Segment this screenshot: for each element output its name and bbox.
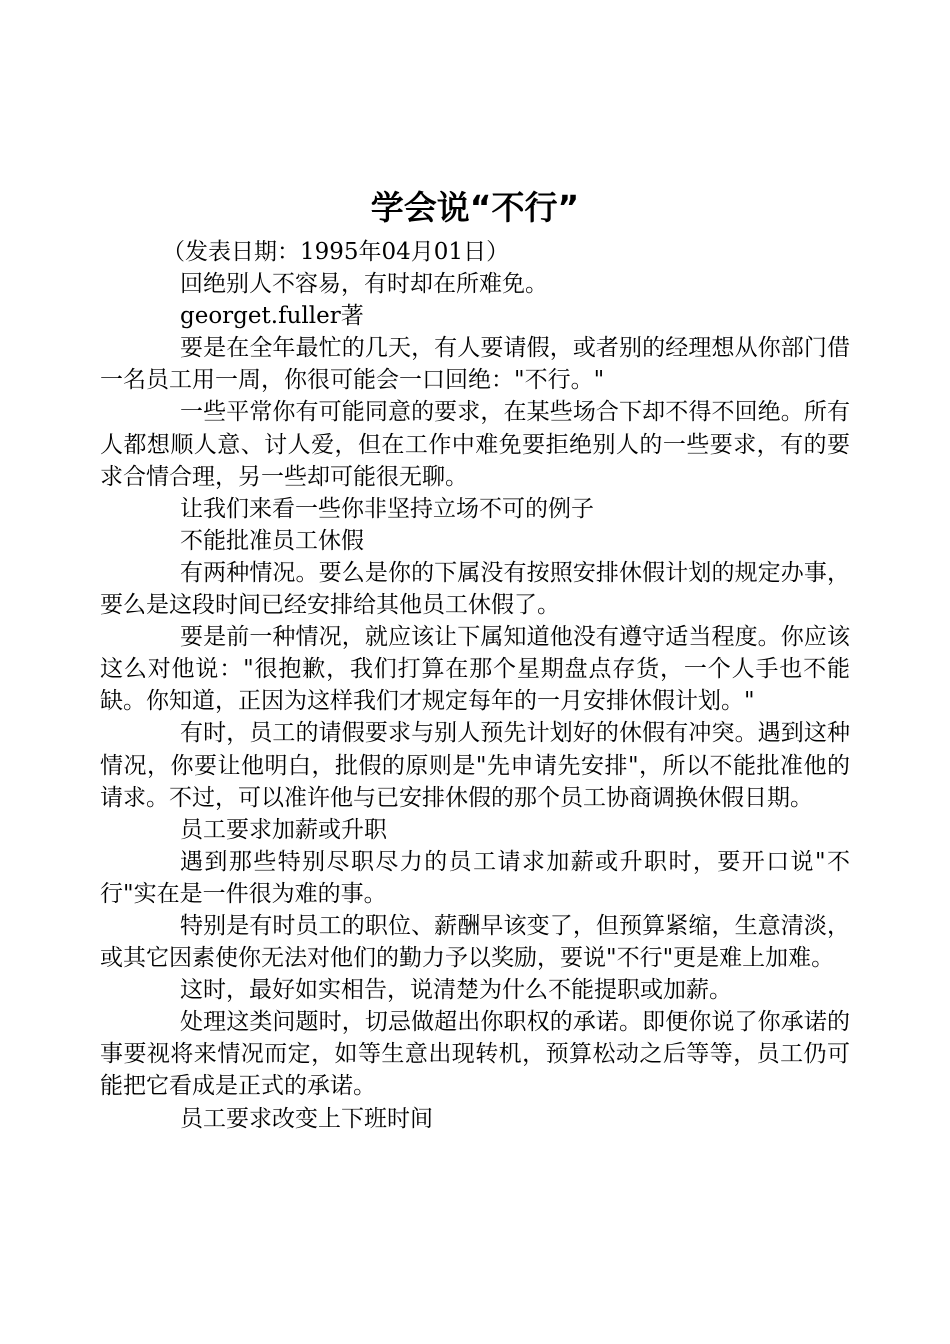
- paragraph: 有两种情况。要么是你的下属没有按照安排休假计划的规定办事，要么是这段时间已经安排给其他员工休假了。: [100, 559, 850, 619]
- paragraph: 有时，员工的请假要求与别人预先计划好的休假有冲突。遇到这种情况，你要让他明白，批假的原则是"先申请先安排"，所以不能批准他的请求。不过，可以准许他与已安排休假的那个员工协商调换休假日期。: [100, 720, 850, 811]
- section-heading: 不能批准员工休假: [180, 527, 364, 554]
- paragraph: 让我们来看一些你非坚持立场不可的例子: [180, 495, 594, 522]
- author-line: georget.fuller著: [180, 303, 364, 330]
- article-title: 学会说“不行”: [370, 188, 580, 227]
- paragraph: 要是在全年最忙的几天，有人要请假，或者别的经理想从你部门借一名员工用一周，你很可能会一口回绝："不行。": [100, 335, 850, 394]
- article-body: [100, 236, 850, 1135]
- paragraph: 要是前一种情况，就应该让下属知道他没有遵守适当程度。你应该这么对他说："很抱歉，我们打算在那个星期盘点存货，一个人手也不能缺。你知道，正因为这样我们才规定每年的一月安排休假计划。": [100, 624, 850, 715]
- paragraph: 一些平常你有可能同意的要求，在某些场合下却不得不回绝。所有人都想顺人意、讨人爱，但在工作中难免要拒绝别人的一些要求，有的要求合情合理，另一些却可能很无聊。: [100, 399, 850, 490]
- paragraph: 回绝别人不容易，有时却在所难免。: [180, 271, 548, 298]
- publish-date: （发表日期：1995年04月01日）: [162, 239, 510, 265]
- section-heading: 员工要求改变上下班时间: [180, 1105, 433, 1132]
- section-heading: 员工要求加薪或升职: [180, 816, 387, 843]
- paragraph: 遇到那些特别尽职尽力的员工请求加薪或升职时，要开口说"不行"实在是一件很为难的事。: [100, 848, 850, 907]
- paragraph: 处理这类问题时，切忌做超出你职权的承诺。即便你说了你承诺的事要视将来情况而定，如等生意出现转机，预算松动之后等等，员工仍可能把它看成是正式的承诺。: [100, 1009, 850, 1100]
- paragraph: 特别是有时员工的职位、薪酬早该变了，但预算紧缩，生意清淡，或其它因素使你无法对他们的勤力予以奖励，要说"不行"更是难上加难。: [100, 912, 850, 972]
- paragraph: 这时，最好如实相告，说清楚为什么不能提职或加薪。: [180, 977, 732, 1004]
